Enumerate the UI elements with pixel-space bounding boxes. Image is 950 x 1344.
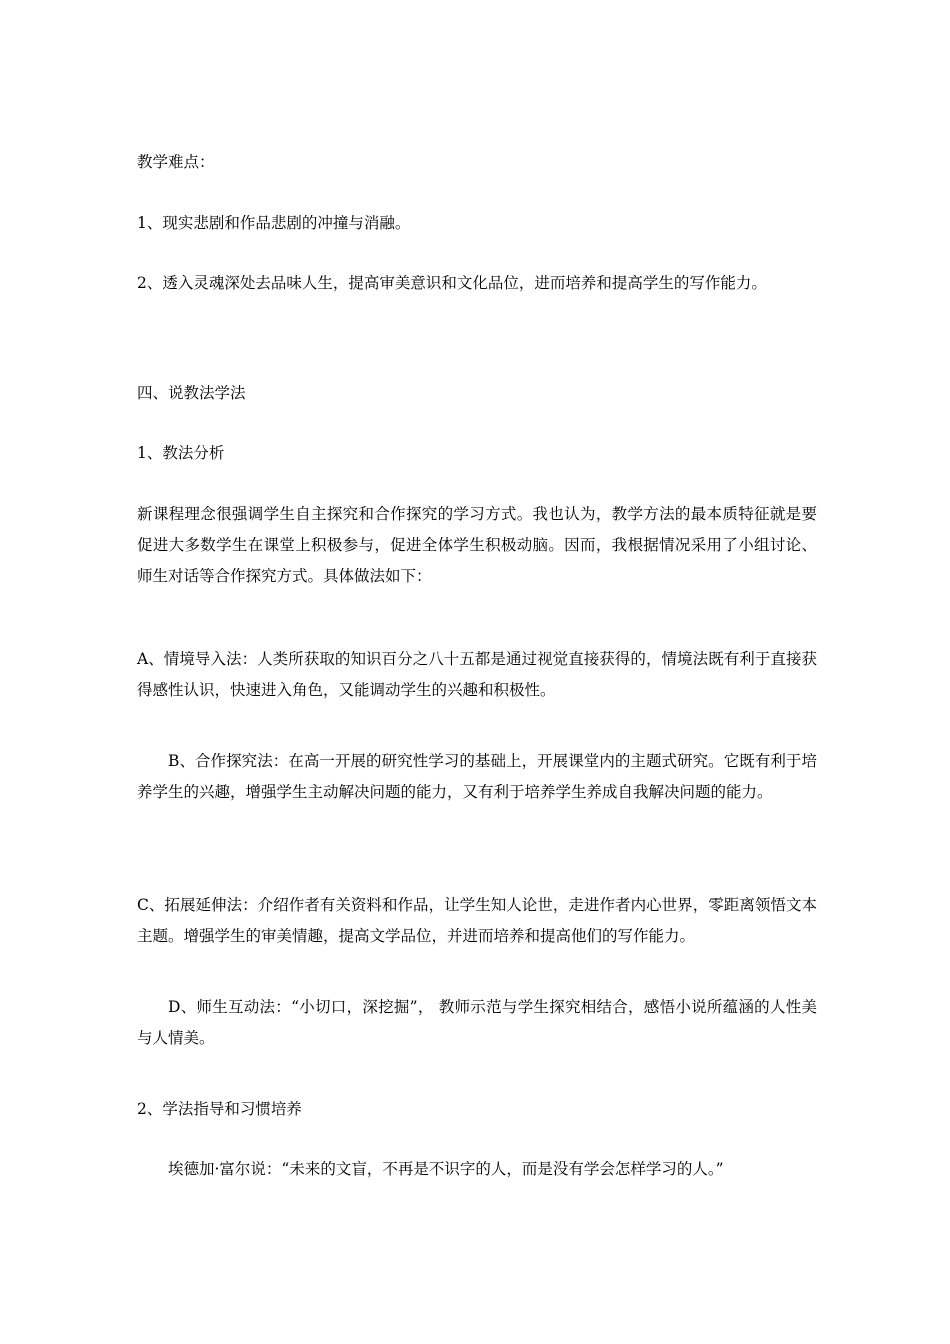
study-guidance-heading: 2、学法指导和习惯培养 (137, 1100, 302, 1118)
difficulty-item-1: 1、现实悲剧和作品悲剧的冲撞与消融。 (137, 214, 411, 232)
difficulty-item-2: 2、透入灵魂深处去品味人生，提高审美意识和文化品位，进而培养和提高学生的写作能力。 (137, 274, 767, 292)
section-4-heading: 四、说教法学法 (137, 384, 246, 402)
method-c-paragraph: C、拓展延伸法：介绍作者有关资料和作品，让学生知人论世，走进作者内心世界，零距离领悟文本主题。增强学生的审美情趣，提高文学品位，并进而培养和提高他们的写作能力。 (137, 896, 817, 945)
difficulty-heading: 教学难点： (137, 153, 215, 171)
method-b-paragraph: B、合作探究法：在高一开展的研究性学习的基础上，开展课堂内的主题式研究。它既有利于培养学生的兴趣，增强学生主动解决问题的能力，又有利于培养学生养成自我解决问题的能力。 (137, 752, 817, 801)
method-intro-paragraph: 新课程理念很强调学生自主探究和合作探究的学习方式。我也认为，教学方法的最本质特征就是要促进大多数学生在课堂上积极参与，促进全体学生积极动脑。因而，我根据情况采用了小组讨论、师生对话等合作探究方式。具体做法如下： (137, 505, 817, 585)
method-d-paragraph: D、师生互动法：“小切口，深挖掘”， 教师示范与学生探究相结合，感悟小说所蕴涵的人性美与人情美。 (137, 998, 817, 1047)
method-analysis-heading: 1、教法分析 (137, 444, 225, 462)
quote-paragraph: 埃德加·富尔说：“未来的文盲，不再是不识字的人，而是没有学会怎样学习的人。” (168, 1160, 724, 1178)
method-a-paragraph: A、情境导入法：人类所获取的知识百分之八十五都是通过视觉直接获得的，情境法既有利于直接获得感性认识，快速进入角色，又能调动学生的兴趣和积极性。 (137, 650, 817, 699)
